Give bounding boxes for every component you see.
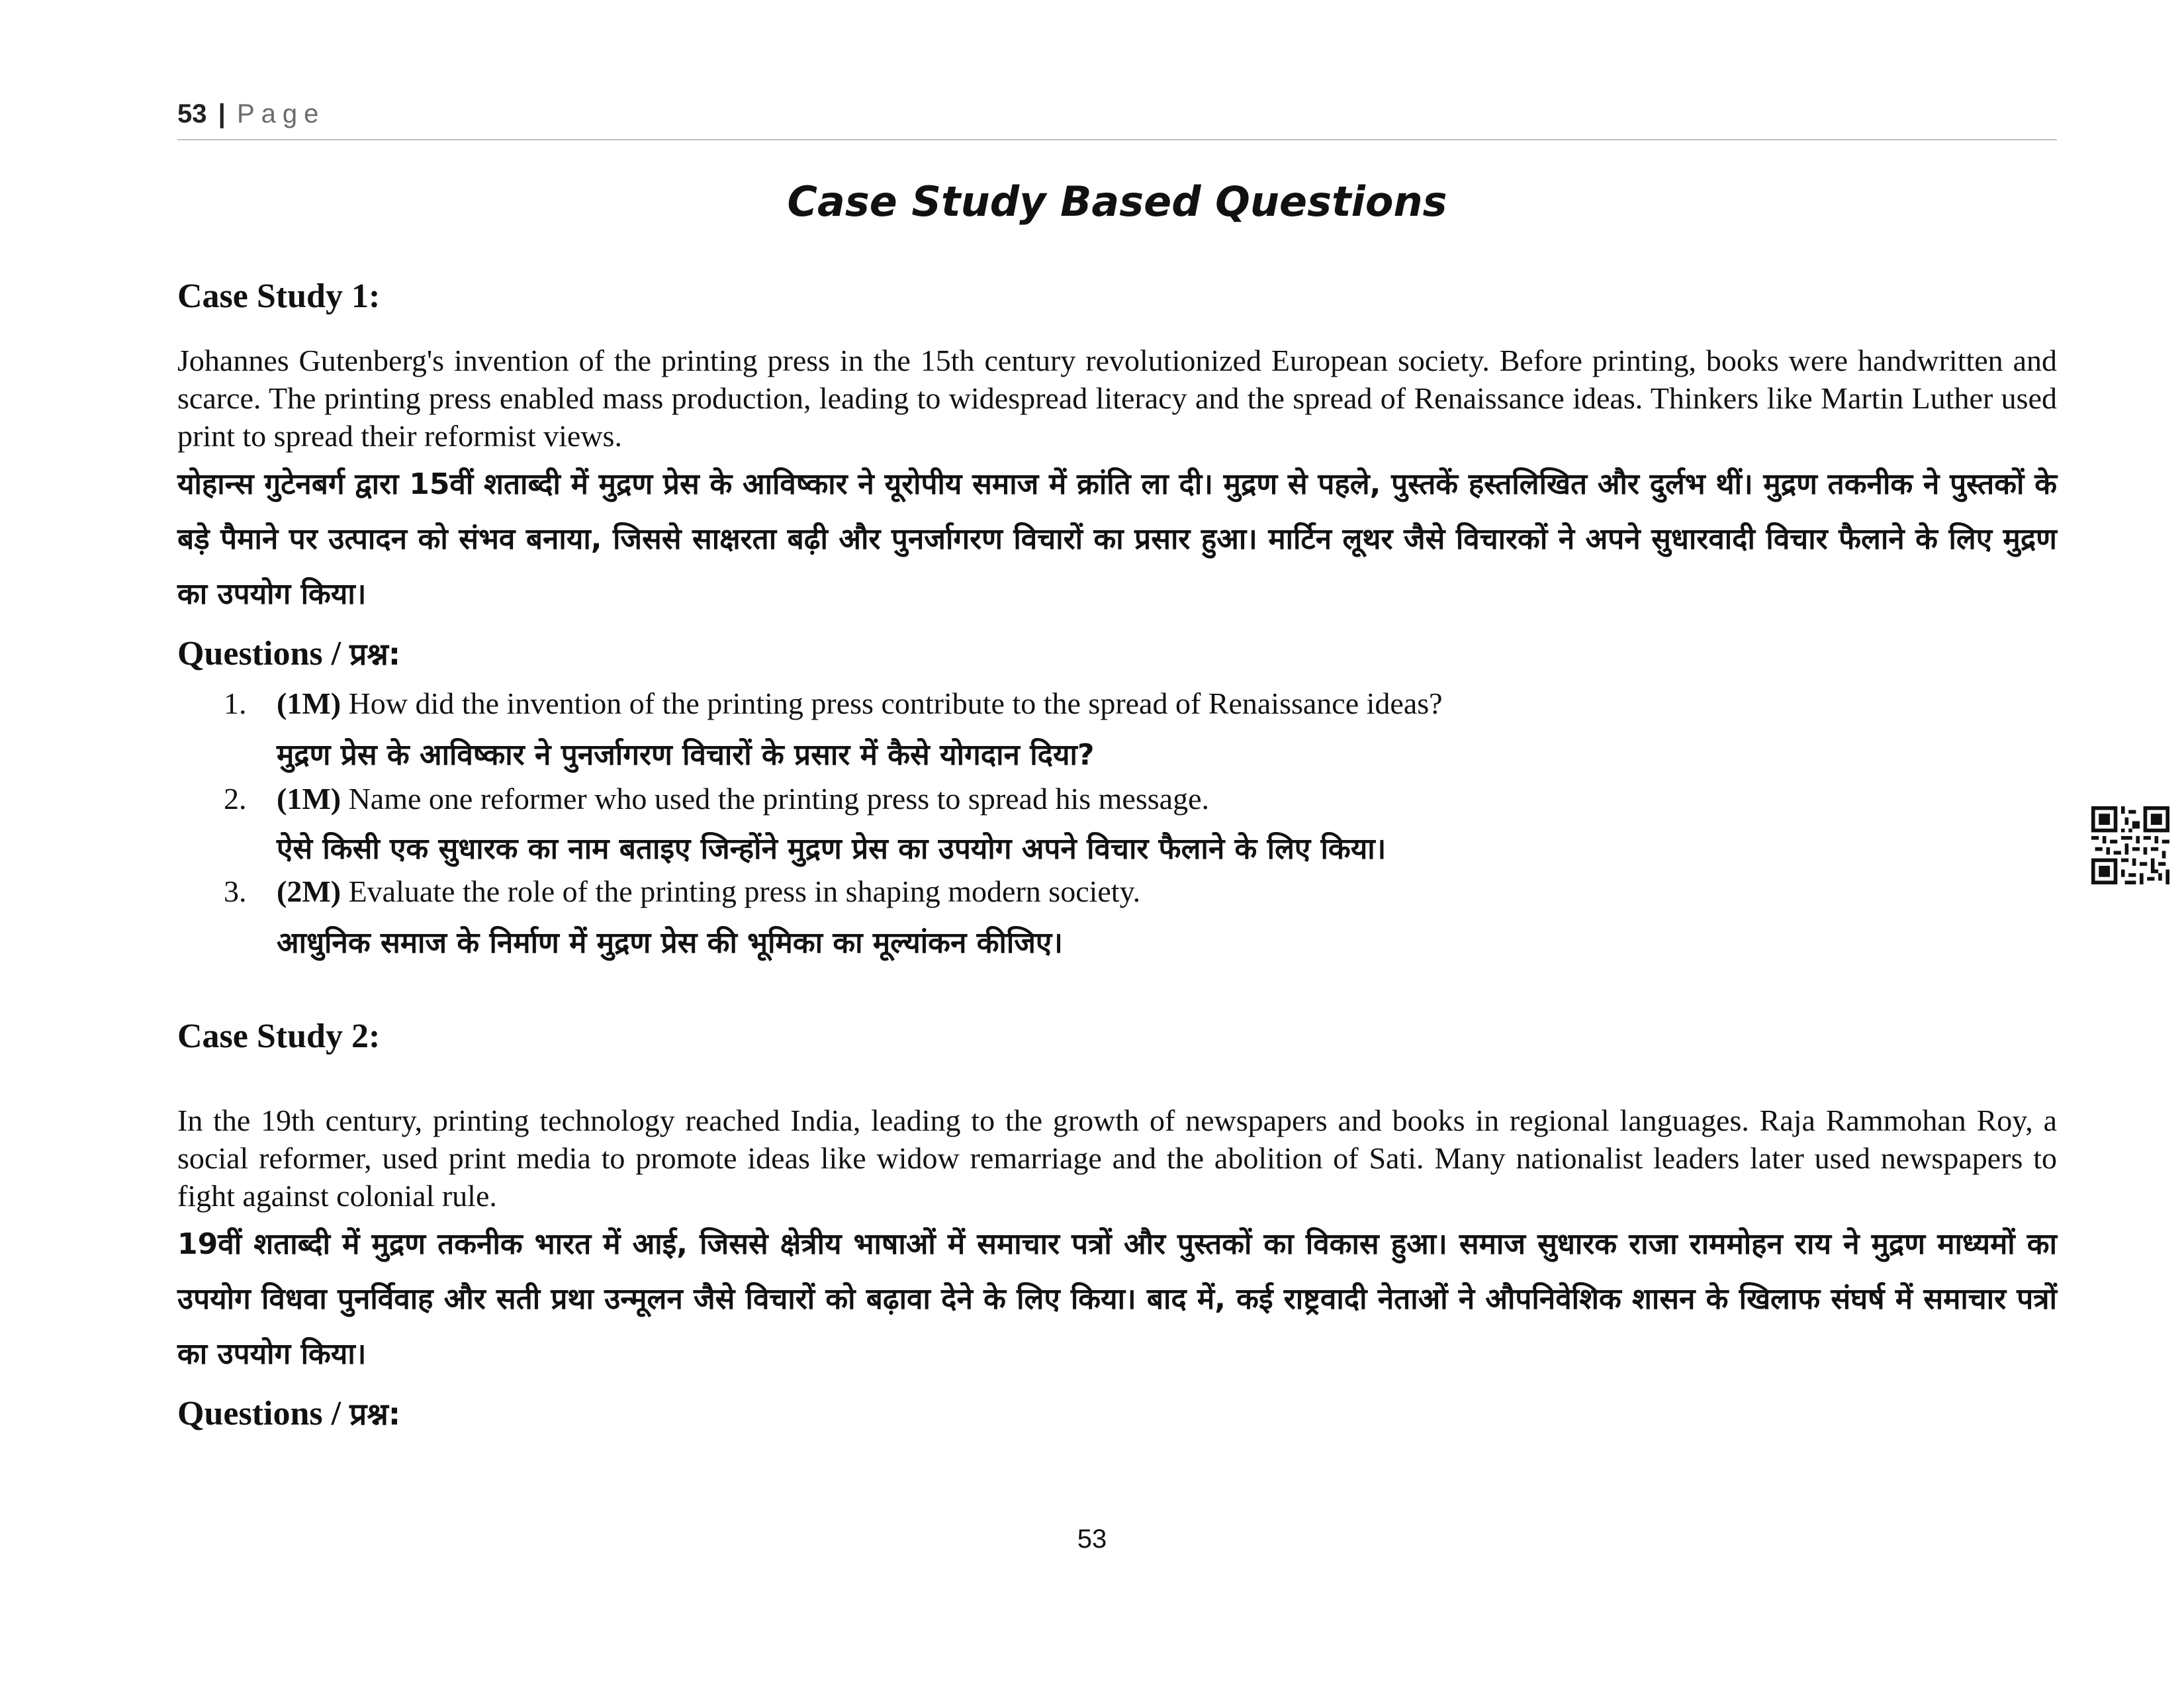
page-header: [177, 99, 2057, 140]
question-3: [224, 874, 1140, 909]
qr-code-icon: [2091, 806, 2169, 884]
question-2-hindi: ऐसे किसी एक सुधारक का नाम बताइए जिन्होंने मुद्रण प्रेस का उपयोग अपने विचार फैलाने के लिए किया।: [277, 832, 1387, 866]
header-separator: |: [218, 99, 226, 128]
case-study-2-heading: Case Study 2:: [177, 1017, 381, 1055]
case-study-1-english: Johannes Gutenberg's invention of the printing press in the 15th century revolutionized European society. Before printing, books were handwritten and scarce. The printing press enabled mass production, leading to widespread literacy and the spread of Renaissance ideas. Thinkers like Martin Luther used print to spread their reformist views.: [177, 344, 2057, 453]
question-text-en: Name one reformer who used the printing press to spread his message.: [348, 782, 1209, 816]
question-2: [224, 781, 1209, 816]
case-study-1-heading: Case Study 1:: [177, 277, 381, 315]
question-number: 2.: [224, 782, 247, 816]
question-number: 1.: [224, 686, 247, 720]
question-1-hindi: मुद्रण प्रेस के आविष्कार ने पुनर्जागरण विचारों के प्रसार में कैसे योगदान दिया?: [277, 738, 1095, 772]
question-marks: (1M): [277, 782, 341, 816]
case-study-1-questions-heading: [177, 633, 400, 674]
questions-heading-hi: प्रश्न:: [349, 636, 401, 672]
questions-heading-hi: प्रश्न:: [349, 1396, 401, 1432]
case-study-1-hindi: योहान्स गुटेनबर्ग द्वारा 15वीं शताब्दी में मुद्रण प्रेस के आविष्कार ने यूरोपीय समाज में क्रांति ला दी। मुद्रण से पहले, पुस्तकें हस्तलिखित और दुर्लभ थीं। मुद्रण तकनीक ने पुस्तकों के बड़े पैमाने पर उत्पादन को संभव बनाया, जिससे साक्षरता बढ़ी और पुनर्जागरण विचारों का प्रसार हुआ। मार्टिन लूथर जैसे विचारकों ने अपने सुधारवादी विचार फैलाने के लिए मुद्रण का उपयोग किया।: [177, 467, 2057, 611]
header-page-number: 53: [177, 99, 207, 128]
case-study-2-hindi: 19वीं शताब्दी में मुद्रण तकनीक भारत में आई, जिससे क्षेत्रीय भाषाओं में समाचार पत्रों और पुस्तकों का विकास हुआ। समाज सुधारक राजा राममोहन राय ने मुद्रण माध्यमों का उपयोग विधवा पुनर्विवाह और सती प्रथा उन्मूलन जैसे विचारों को बढ़ावा देने के लिए किया। बाद में, कई राष्ट्रवादी नेताओं ने औपनिवेशिक शासन के खिलाफ संघर्ष में समाचार पत्रों का उपयोग किया।: [177, 1227, 2057, 1371]
question-text-en: How did the invention of the printing press contribute to the spread of Renaissance ideas?: [348, 686, 1443, 720]
header-page-label: Page: [236, 99, 326, 128]
question-text-en: Evaluate the role of the printing press in shaping modern society.: [348, 874, 1141, 908]
question-marks: (1M): [277, 686, 341, 720]
questions-heading-en: Questions /: [177, 635, 350, 673]
footer-page-number: 53: [1077, 1524, 1107, 1554]
question-3-hindi: आधुनिक समाज के निर्माण में मुद्रण प्रेस की भूमिका का मूल्यांकन कीजिए।: [277, 926, 1063, 960]
question-number: 3.: [224, 874, 247, 908]
question-1: [224, 686, 1443, 721]
case-study-2-english: In the 19th century, printing technology reached India, leading to the growth of newspapers and books in regional languages. Raja Rammohan Roy, a social reformer, used print media to promote ideas like widow remarriage and the abolition of Sati. Many nationalist leaders later used newspapers to fight against colonial rule.: [177, 1103, 2057, 1213]
questions-heading-en: Questions /: [177, 1395, 350, 1432]
case-study-2-questions-heading: [177, 1393, 400, 1434]
page-title: Case Study Based Questions: [787, 177, 1447, 226]
question-marks: (2M): [277, 874, 341, 908]
